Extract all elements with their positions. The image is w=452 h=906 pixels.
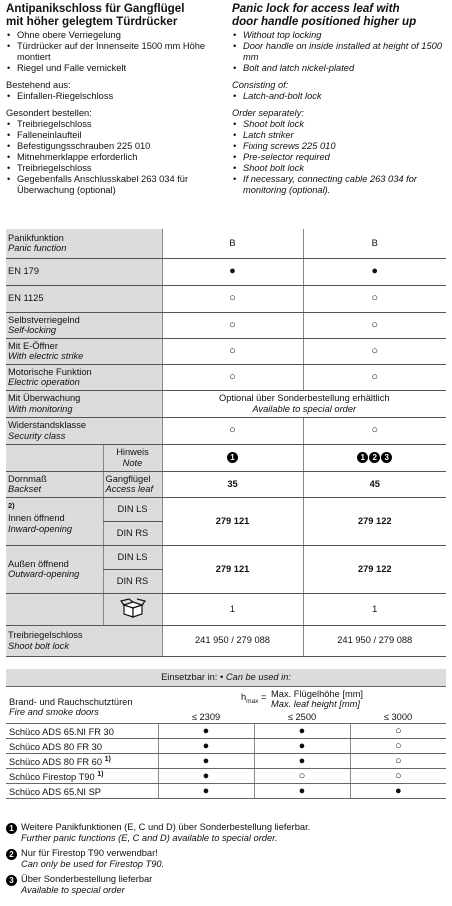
list-item: • Door handle on inside installed at height of 1500 mm <box>232 41 448 63</box>
note-marker-1: 1 <box>227 452 238 463</box>
outward-value-2: 279 122 <box>303 545 446 593</box>
table-row <box>6 593 446 625</box>
footnote-1: 1 Weitere Panikfunktionen (E, C und D) über Sonderbestellung lieferbar. Further panic functions (E, C and D) available to special order. <box>6 822 446 844</box>
electric-strike-label: Mit E-Öffner With electric strike <box>6 338 162 364</box>
table-row <box>6 229 446 258</box>
note-number-icon: 1 <box>6 823 17 834</box>
german-features <box>6 30 218 74</box>
note-value-2 <box>303 444 446 471</box>
list-item: • Gegebenfalls Anschlusskabel 263 034 für Überwachung (optional) <box>6 174 218 196</box>
footnotes <box>6 822 446 900</box>
usage-header: Einsetzbar in: • Can be used in: <box>6 669 446 687</box>
table-row <box>6 687 446 712</box>
english-consisting-list <box>232 91 448 102</box>
note-label: Hinweis Note <box>103 444 162 471</box>
outward-opening-label: Außen öffnend Outward-opening <box>6 545 103 593</box>
table-row <box>6 784 446 799</box>
list-item: • Latch-and-bolt lock <box>232 91 448 102</box>
shoot-bolt-label: Treibriegelschloss Shoot bolt lock <box>6 625 162 656</box>
table-row <box>6 471 446 497</box>
usage-value: ● <box>254 754 350 769</box>
backset-label: Dornmaß Backset <box>6 471 103 497</box>
usage-value: ● <box>254 724 350 739</box>
list-item: • Fixing screws 225 010 <box>232 141 448 152</box>
table-row <box>6 754 446 769</box>
list-item: • Ohne obere Verriegelung <box>6 30 218 41</box>
max-height-label: $h_{max}$ = Max. Flügelhöhe [mm] Max. leaf height [mm] <box>240 688 364 710</box>
table-row <box>6 312 446 338</box>
panic-function-label: Panikfunktion Panic function <box>6 229 162 258</box>
security-class-label: Widerstandsklasse Security class <box>6 417 162 444</box>
en1125-value-2: ○ <box>303 285 446 312</box>
note-marker-1: 1 <box>357 452 368 463</box>
outward-value-1: 279 121 <box>162 545 303 593</box>
height-col-3: ≤ 3000 <box>350 712 446 724</box>
din-ls-label: DIN LS <box>103 497 162 521</box>
english-title: Panic lock for access leaf with door handle positioned higher up <box>232 2 417 28</box>
monitoring-value: Optional über Sonderbestellung erhältlich Available to special order <box>162 390 446 417</box>
table-row <box>6 338 446 364</box>
list-item: • Einfallen-Riegelschloss <box>6 91 218 102</box>
list-item: • Shoot bolt lock <box>232 119 448 130</box>
electric-strike-value-1: ○ <box>162 338 303 364</box>
electric-strike-value-2: ○ <box>303 338 446 364</box>
list-item: • Latch striker <box>232 130 448 141</box>
table-row <box>6 497 446 521</box>
table-row <box>6 258 446 285</box>
list-item: • Falleneinlaufteil <box>6 130 218 141</box>
access-leaf-label: Gangflügel Access leaf <box>103 471 162 497</box>
table-row <box>6 285 446 312</box>
note-value-1 <box>162 444 303 471</box>
en1125-value-1: ○ <box>162 285 303 312</box>
shoot-bolt-value-2: 241 950 / 279 088 <box>303 625 446 656</box>
list-item: • Riegel und Falle vernickelt <box>6 63 218 74</box>
list-item: • If necessary, connecting cable 263 034 for monitoring (optional). <box>232 174 448 196</box>
system-name: Schüco ADS 80 FR 30 <box>6 739 158 754</box>
usage-value: ● <box>254 784 350 799</box>
usage-value: ● <box>158 784 254 799</box>
english-separate-heading: Order separately: <box>232 108 304 118</box>
usage-table <box>6 669 446 799</box>
note-number-icon: 2 <box>6 849 17 860</box>
table-row <box>6 545 446 569</box>
usage-value: ● <box>158 754 254 769</box>
usage-value: ● <box>254 739 350 754</box>
usage-value: ○ <box>350 724 446 739</box>
usage-value: ○ <box>350 754 446 769</box>
list-item: • Bolt and latch nickel-plated <box>232 63 448 74</box>
en179-value-1: ● <box>162 258 303 285</box>
inward-opening-label: 2) Innen öffnend Inward-opening <box>6 497 103 545</box>
package-icon-cell <box>103 593 162 625</box>
english-consisting-heading: Consisting of: <box>232 80 289 90</box>
note-marker-2: 2 <box>369 452 380 463</box>
height-col-1: ≤ 2309 <box>158 712 254 724</box>
table-row <box>6 417 446 444</box>
en179-label: EN 179 <box>6 258 162 285</box>
din-rs-label: DIN RS <box>103 569 162 593</box>
shoot-bolt-value-1: 241 950 / 279 088 <box>162 625 303 656</box>
system-name: Schüco ADS 65.NI FR 30 <box>6 724 158 739</box>
inward-value-2: 279 122 <box>303 497 446 545</box>
system-name: Schüco ADS 65.NI SP <box>6 784 158 799</box>
german-consisting-heading: Bestehend aus: <box>6 80 71 90</box>
table-row <box>6 444 446 471</box>
note-marker-3: 3 <box>381 452 392 463</box>
panic-value-1: B <box>162 229 303 258</box>
english-description <box>232 0 448 196</box>
list-item: • Shoot bolt lock <box>232 163 448 174</box>
spec-table <box>6 229 446 657</box>
electric-operation-value-1: ○ <box>162 364 303 390</box>
security-class-value-1: ○ <box>162 417 303 444</box>
list-item: • Befestigungsschrauben 225 010 <box>6 141 218 152</box>
table-row <box>6 669 446 687</box>
english-features <box>232 30 448 74</box>
electric-operation-value-2: ○ <box>303 364 446 390</box>
table-row <box>6 769 446 784</box>
monitoring-label: Mit Überwachung With monitoring <box>6 390 162 417</box>
inward-value-1: 279 121 <box>162 497 303 545</box>
backset-value-1: 35 <box>162 471 303 497</box>
usage-value: ○ <box>350 769 446 784</box>
footnote-3: 3 Über Sonderbestellung lieferbar Available to special order <box>6 874 446 896</box>
system-name: Schüco ADS 80 FR 60 $^{1)}$ <box>6 754 158 769</box>
en179-value-2: ● <box>303 258 446 285</box>
din-rs-label: DIN RS <box>103 521 162 545</box>
table-row <box>6 390 446 417</box>
table-row <box>6 625 446 656</box>
security-class-value-2: ○ <box>303 417 446 444</box>
usage-value: ● <box>158 739 254 754</box>
list-item: • Mitnehmerklappe erforderlich <box>6 152 218 163</box>
usage-value: ● <box>158 724 254 739</box>
usage-value: ● <box>350 784 446 799</box>
list-item: • Without top locking <box>232 30 448 41</box>
table-row <box>6 724 446 739</box>
list-item: • Türdrücker auf der Innenseite 1500 mm Höhe montiert <box>6 41 218 63</box>
en1125-label: EN 1125 <box>6 285 162 312</box>
usage-value: ● <box>158 769 254 784</box>
english-separate-list <box>232 119 448 196</box>
system-name: Schüco Firestop T90 $^{1)}$ <box>6 769 158 784</box>
list-item: • Treibriegelschloss <box>6 163 218 174</box>
self-locking-label: Selbstverriegelnd Self-locking <box>6 312 162 338</box>
package-qty-2: 1 <box>303 593 446 625</box>
german-title: Antipanikschloss für Gangflügel mit höher gelegtem Türdrücker <box>6 2 185 28</box>
self-locking-value-2: ○ <box>303 312 446 338</box>
list-item: • Treibriegelschloss <box>6 119 218 130</box>
usage-value: ○ <box>254 769 350 784</box>
german-separate-heading: Gesondert bestellen: <box>6 108 92 118</box>
din-ls-label: DIN LS <box>103 545 162 569</box>
self-locking-value-1: ○ <box>162 312 303 338</box>
table-row <box>6 364 446 390</box>
german-separate-list <box>6 119 218 196</box>
footnote-2: 2 Nur für Firestop T90 verwendbar! Can only be used for Firestop T90. <box>6 848 446 870</box>
backset-value-2: 45 <box>303 471 446 497</box>
electric-operation-label: Motorische Funktion Electric operation <box>6 364 162 390</box>
german-description <box>6 0 218 196</box>
height-col-2: ≤ 2500 <box>254 712 350 724</box>
german-consisting-list <box>6 91 218 102</box>
usage-value: ○ <box>350 739 446 754</box>
table-row <box>6 739 446 754</box>
package-qty-1: 1 <box>162 593 303 625</box>
hmax-symbol: $h_{max}$ = <box>240 691 267 705</box>
panic-value-2: B <box>303 229 446 258</box>
note-number-icon: 3 <box>6 875 17 886</box>
list-item: • Pre-selector required <box>232 152 448 163</box>
fire-doors-label: Brand- und Rauchschutztüren Fire and smoke doors <box>6 687 158 724</box>
package-icon <box>120 597 146 619</box>
